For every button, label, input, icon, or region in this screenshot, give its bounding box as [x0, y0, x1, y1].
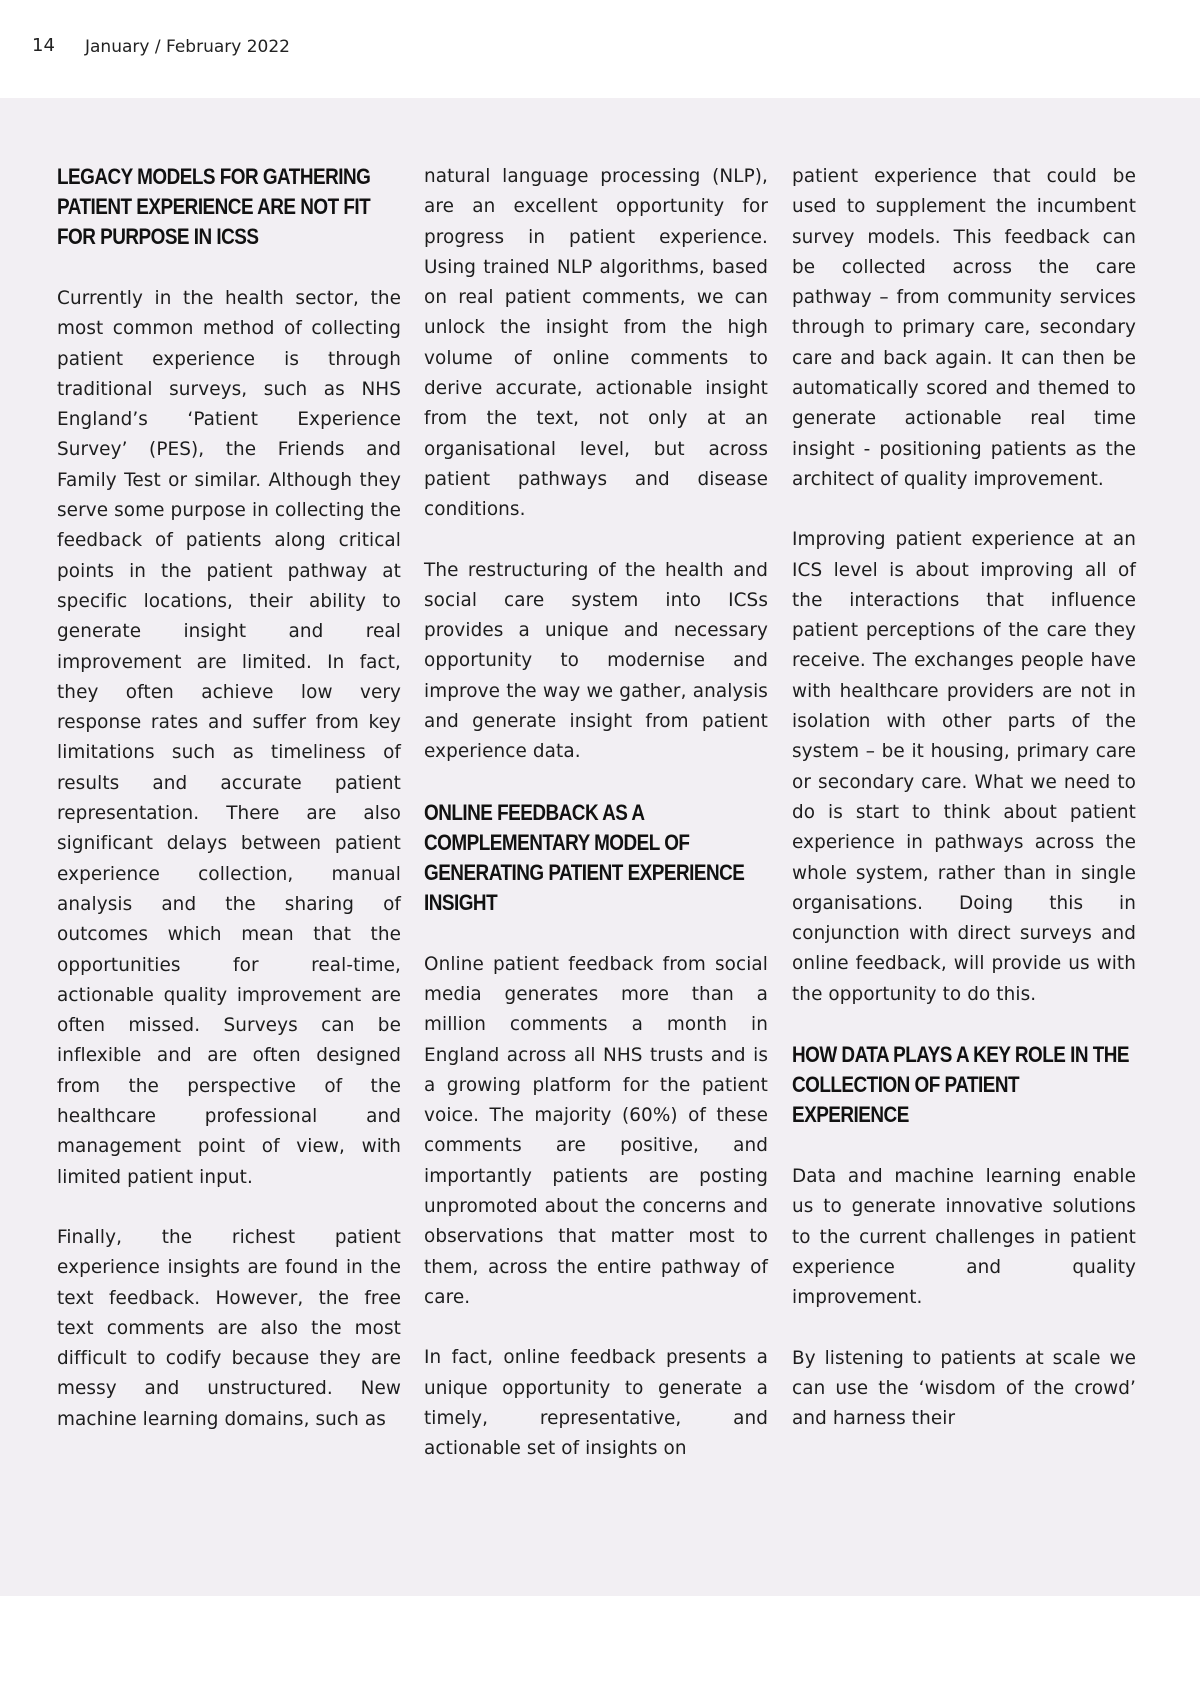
paragraph: By listening to patients at scale we can use the ‘wisdom of the crowd’ and harness their	[792, 1347, 1136, 1430]
article-column-3	[792, 162, 1136, 1464]
article-column-2	[424, 162, 768, 1494]
page-header	[0, 0, 1200, 98]
page-footer	[0, 1596, 1200, 1696]
article-body	[0, 98, 1200, 1596]
issue-date: January / February 2022	[85, 37, 290, 57]
paragraph: In fact, online feedback presents a unique opportunity to generate a timely, representative, and actionable set of insights on	[424, 1347, 768, 1460]
section-heading-legacy-models: LEGACY MODELS FOR GATHERING PATIENT EXPERIENCE ARE NOT FIT FOR PURPOSE IN ICSS	[57, 164, 371, 249]
page-number: 14	[32, 35, 55, 56]
section-heading-online-feedback: ONLINE FEEDBACK AS A COMPLEMENTARY MODEL OF GENERATING PATIENT EXPERIENCE INSIGHT	[424, 799, 745, 915]
article-column-1	[57, 162, 401, 1465]
paragraph: natural language processing (NLP), are an excellent opportunity for progress in patient experience. Using trained NLP algorithms, based on real patient comments, we can unlock the insight from the high volume of online comments to derive accurate, actionable insight from the text, not only at an organisational level, but across patient pathways and disease conditions.	[424, 166, 768, 521]
section-heading-data-role: HOW DATA PLAYS A KEY ROLE IN THE COLLECTION OF PATIENT EXPERIENCE	[792, 1042, 1130, 1128]
paragraph: Data and machine learning enable us to generate innovative solutions to the current challenges in patient experience and quality improvement.	[792, 1166, 1136, 1309]
paragraph: The restructuring of the health and social care system into ICSs provides a unique and necessary opportunity to modernise and improve the way we gather, analysis and generate insight from patient experience data.	[424, 559, 768, 763]
paragraph: Online patient feedback from social media generates more than a million comments a month in England across all NHS trusts and is a growing platform for the patient voice. The majority (60%) of these comments are positive, and importantly patients are posting unpromoted about the concerns and observations that matter most to them, across the entire pathway of care.	[424, 953, 768, 1308]
paragraph: Finally, the richest patient experience insights are found in the text feedback. However, the free text comments are also the most difficult to codify because they are messy and unstructured. New machine learning domains, such as	[57, 1226, 401, 1430]
paragraph: Currently in the health sector, the most common method of collecting patient experience is through traditional surveys, such as NHS England’s ‘Patient Experience Survey’ (PES), the Friends and Family Test or similar. Although they serve some purpose in collecting the feedback of patients along critical points in the patient pathway at specific locations, their ability to generate insight and real improvement are limited. In fact, they often achieve low very response rates and suffer from key limitations such as timeliness of results and accurate patient representation. There are also significant delays between patient experience collection, manual analysis and the sharing of outcomes which mean that the opportunities for real-time, actionable quality improvement are often missed. Surveys can be inflexible and are often designed from the perspective of the healthcare professional and management point of view, with limited patient input.	[57, 288, 401, 1188]
paragraph: Improving patient experience at an ICS level is about improving all of the interactions that influence patient perceptions of the care they receive. The exchanges people have with healthcare providers are not in isolation with other parts of the system – be it housing, primary care or secondary care. What we need to do is start to think about patient experience in pathways across the whole system, rather than in single organisations. Doing this in conjunction with direct surveys and online feedback, will provide us with the opportunity to do this.	[792, 529, 1136, 1005]
paragraph: patient experience that could be used to supplement the incumbent survey models. This feedback can be collected across the care pathway – from community services through to primary care, secondary care and back again. It can then be automatically scored and themed to generate actionable real time insight - positioning patients as the architect of quality improvement.	[792, 166, 1136, 490]
